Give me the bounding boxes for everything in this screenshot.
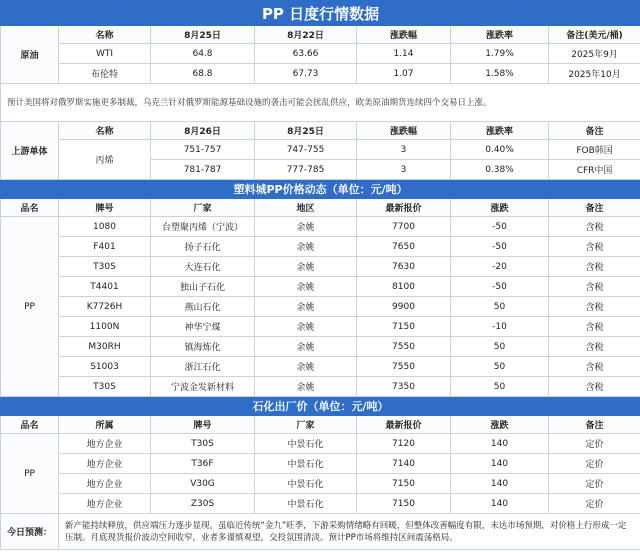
pc-cell: 9900 bbox=[357, 297, 451, 317]
table-row bbox=[1, 454, 640, 474]
upstream-col-date2: 8月25日 bbox=[255, 122, 357, 140]
fp-cell: 定价 bbox=[549, 474, 640, 494]
pc-cell: -10 bbox=[451, 317, 549, 337]
pc-cell: -20 bbox=[451, 257, 549, 277]
upstream-product-name: 丙烯 bbox=[59, 140, 151, 180]
pc-cell: 含税 bbox=[549, 317, 640, 337]
pc-cell: 含税 bbox=[549, 277, 640, 297]
upstream-cell: 751-757 bbox=[151, 140, 255, 160]
pc-cell: 含税 bbox=[549, 217, 640, 237]
pc-cell: 8100 bbox=[357, 277, 451, 297]
pc-cell: K7726H bbox=[59, 297, 151, 317]
upstream-col-note: 备注 bbox=[549, 122, 640, 140]
pc-cell: 余姚 bbox=[255, 277, 357, 297]
crude-col-change: 涨跌幅 bbox=[357, 26, 451, 44]
upstream-cell: FOB韩国 bbox=[549, 140, 640, 160]
pc-cell: T30S bbox=[59, 377, 151, 397]
pc-cell: 50 bbox=[451, 297, 549, 317]
upstream-cell: 747-755 bbox=[255, 140, 357, 160]
pc-cell: 7630 bbox=[357, 257, 451, 277]
factory-section-title: 石化出厂价（单位：元/吨） bbox=[1, 397, 640, 416]
pc-cell: 含税 bbox=[549, 297, 640, 317]
pc-cell: 镇海炼化 bbox=[151, 337, 255, 357]
crude-cell: 63.66 bbox=[255, 44, 357, 64]
table-row bbox=[1, 317, 640, 337]
pc-cell: 余姚 bbox=[255, 237, 357, 257]
upstream-cell: CFR中国 bbox=[549, 160, 640, 180]
fp-cell: 定价 bbox=[549, 434, 640, 454]
table-row bbox=[1, 140, 640, 160]
pc-col-change: 涨跌 bbox=[451, 199, 549, 217]
table-row bbox=[1, 217, 640, 237]
fp-col-grade: 牌号 bbox=[151, 416, 255, 434]
pc-cell: 含税 bbox=[549, 237, 640, 257]
pc-col-note: 备注 bbox=[549, 199, 640, 217]
fp-col-price: 最新报价 bbox=[357, 416, 451, 434]
upstream-category: 上游单体 bbox=[1, 122, 59, 180]
fp-cell: 140 bbox=[451, 434, 549, 454]
pc-cell: 7150 bbox=[357, 317, 451, 337]
upstream-cell: 3 bbox=[357, 160, 451, 180]
fp-cell: 中景石化 bbox=[255, 454, 357, 474]
pc-cell: 1100N bbox=[59, 317, 151, 337]
table-row bbox=[1, 474, 640, 494]
pc-cell: -50 bbox=[451, 277, 549, 297]
pc-cell: 7650 bbox=[357, 237, 451, 257]
crude-col-name: 名称 bbox=[59, 26, 151, 44]
pc-cell: -50 bbox=[451, 237, 549, 257]
table-row bbox=[1, 257, 640, 277]
table-row bbox=[1, 44, 640, 64]
upstream-cell: 0.38% bbox=[451, 160, 549, 180]
upstream-cell: 0.40% bbox=[451, 140, 549, 160]
crude-cell: 1.14 bbox=[357, 44, 451, 64]
crude-cell: 布伦特 bbox=[59, 64, 151, 84]
pc-cell: 1080 bbox=[59, 217, 151, 237]
fp-cell: 中景石化 bbox=[255, 494, 357, 514]
fp-cell: T30S bbox=[151, 434, 255, 454]
crude-cell: 67.73 bbox=[255, 64, 357, 84]
pc-cell: 7550 bbox=[357, 337, 451, 357]
table-row bbox=[1, 357, 640, 377]
pc-cell: 大连石化 bbox=[151, 257, 255, 277]
fp-cell: T36F bbox=[151, 454, 255, 474]
crude-note: 预计美国将对俄罗斯实施更多制裁，乌克兰针对俄罗斯能源基础设施的袭击可能会扰乱供应，欧美原油期货连续四个交易日上涨。 bbox=[1, 84, 640, 122]
fp-col-product: 品名 bbox=[1, 416, 59, 434]
forecast-text: 新产能持续释放，供应端压力逐步显现。虽临近传统“金九”旺季，下游采购情绪略有回暖，但整体改善幅度有限，未达市场预期，对价格上行形成一定压制。月底现货报价波动空间收窄，业者多谨慎观望，交投氛围清淡。预计PP市场将维持区间震荡格局。 bbox=[59, 514, 640, 550]
pc-cell: 余姚 bbox=[255, 257, 357, 277]
pc-cell: 宁波金发新材料 bbox=[151, 377, 255, 397]
pc-cell: 扬子石化 bbox=[151, 237, 255, 257]
upstream-col-rate: 涨跌率 bbox=[451, 122, 549, 140]
pc-col-maker: 厂家 bbox=[151, 199, 255, 217]
pc-cell: 台塑聚丙烯（宁波） bbox=[151, 217, 255, 237]
pc-cell: 余姚 bbox=[255, 317, 357, 337]
fp-cell: 140 bbox=[451, 494, 549, 514]
pc-cell: 7550 bbox=[357, 357, 451, 377]
crude-col-date1: 8月25日 bbox=[151, 26, 255, 44]
forecast-label: 今日预测： bbox=[1, 514, 59, 550]
pc-cell: 浙江石化 bbox=[151, 357, 255, 377]
table-row bbox=[1, 434, 640, 454]
pc-cell: 独山子石化 bbox=[151, 277, 255, 297]
table-row bbox=[1, 377, 640, 397]
fp-cell: 7150 bbox=[357, 474, 451, 494]
fp-cell: 7120 bbox=[357, 434, 451, 454]
fp-col-change: 涨跌 bbox=[451, 416, 549, 434]
pc-cell: 7350 bbox=[357, 377, 451, 397]
crude-cell: 2025年9月 bbox=[549, 44, 640, 64]
pc-cell: 余姚 bbox=[255, 337, 357, 357]
crude-cell: WTI bbox=[59, 44, 151, 64]
fp-cell: 7140 bbox=[357, 454, 451, 474]
fp-cell: 140 bbox=[451, 474, 549, 494]
pc-cell: 余姚 bbox=[255, 217, 357, 237]
pc-cell: 余姚 bbox=[255, 297, 357, 317]
table-row bbox=[1, 337, 640, 357]
fp-col-note: 备注 bbox=[549, 416, 640, 434]
table-row bbox=[1, 64, 640, 84]
table-row bbox=[1, 277, 640, 297]
pc-cell: 含税 bbox=[549, 257, 640, 277]
pc-cell: -50 bbox=[451, 217, 549, 237]
pc-cell: 神华宁煤 bbox=[151, 317, 255, 337]
fp-cell: 中景石化 bbox=[255, 474, 357, 494]
pc-category: PP bbox=[1, 217, 59, 397]
pc-cell: S1003 bbox=[59, 357, 151, 377]
crude-cell: 68.8 bbox=[151, 64, 255, 84]
pc-cell: 含税 bbox=[549, 337, 640, 357]
fp-cell: 地方企业 bbox=[59, 454, 151, 474]
crude-col-date2: 8月22日 bbox=[255, 26, 357, 44]
fp-cell: 地方企业 bbox=[59, 434, 151, 454]
fp-col-owner: 所属 bbox=[59, 416, 151, 434]
pc-cell: 燕山石化 bbox=[151, 297, 255, 317]
fp-cell: 7150 bbox=[357, 494, 451, 514]
pc-cell: 50 bbox=[451, 357, 549, 377]
fp-cell: 地方企业 bbox=[59, 474, 151, 494]
crude-cell: 2025年10月 bbox=[549, 64, 640, 84]
upstream-cell: 777-785 bbox=[255, 160, 357, 180]
fp-cell: 定价 bbox=[549, 494, 640, 514]
crude-col-rate: 涨跌率 bbox=[451, 26, 549, 44]
pc-cell: 7700 bbox=[357, 217, 451, 237]
fp-cell: 定价 bbox=[549, 454, 640, 474]
crude-cell: 1.58% bbox=[451, 64, 549, 84]
pc-cell: F401 bbox=[59, 237, 151, 257]
pc-cell: 含税 bbox=[549, 377, 640, 397]
pc-cell: T4401 bbox=[59, 277, 151, 297]
pc-cell: 含税 bbox=[549, 357, 640, 377]
table-row bbox=[1, 297, 640, 317]
upstream-cell: 3 bbox=[357, 140, 451, 160]
upstream-cell: 781-787 bbox=[151, 160, 255, 180]
upstream-col-date1: 8月26日 bbox=[151, 122, 255, 140]
table-row bbox=[1, 494, 640, 514]
pc-cell: 50 bbox=[451, 337, 549, 357]
pc-col-grade: 牌号 bbox=[59, 199, 151, 217]
fp-cell: 中景石化 bbox=[255, 434, 357, 454]
fp-cell: 地方企业 bbox=[59, 494, 151, 514]
crude-cell: 1.07 bbox=[357, 64, 451, 84]
pc-cell: 余姚 bbox=[255, 377, 357, 397]
page-title: PP 日度行情数据 bbox=[1, 1, 640, 26]
pc-cell: 余姚 bbox=[255, 357, 357, 377]
pc-col-region: 地区 bbox=[255, 199, 357, 217]
fp-cell: 140 bbox=[451, 454, 549, 474]
plastic-city-section-title: 塑料城PP价格动态（单位：元/吨） bbox=[1, 180, 640, 199]
pc-cell: 50 bbox=[451, 377, 549, 397]
upstream-col-change: 涨跌幅 bbox=[357, 122, 451, 140]
table-row bbox=[1, 237, 640, 257]
fp-category: PP bbox=[1, 434, 59, 514]
crude-col-note: 备注(美元/桶) bbox=[549, 26, 640, 44]
fp-col-maker: 厂家 bbox=[255, 416, 357, 434]
pc-cell: M30RH bbox=[59, 337, 151, 357]
fp-cell: Z30S bbox=[151, 494, 255, 514]
pc-col-price: 最新报价 bbox=[357, 199, 451, 217]
upstream-col-name: 名称 bbox=[59, 122, 151, 140]
crude-cell: 1.79% bbox=[451, 44, 549, 64]
pc-col-product: 品名 bbox=[1, 199, 59, 217]
crude-cell: 64.8 bbox=[151, 44, 255, 64]
fp-cell: V30G bbox=[151, 474, 255, 494]
pc-cell: T30S bbox=[59, 257, 151, 277]
crude-category: 原油 bbox=[1, 26, 59, 84]
